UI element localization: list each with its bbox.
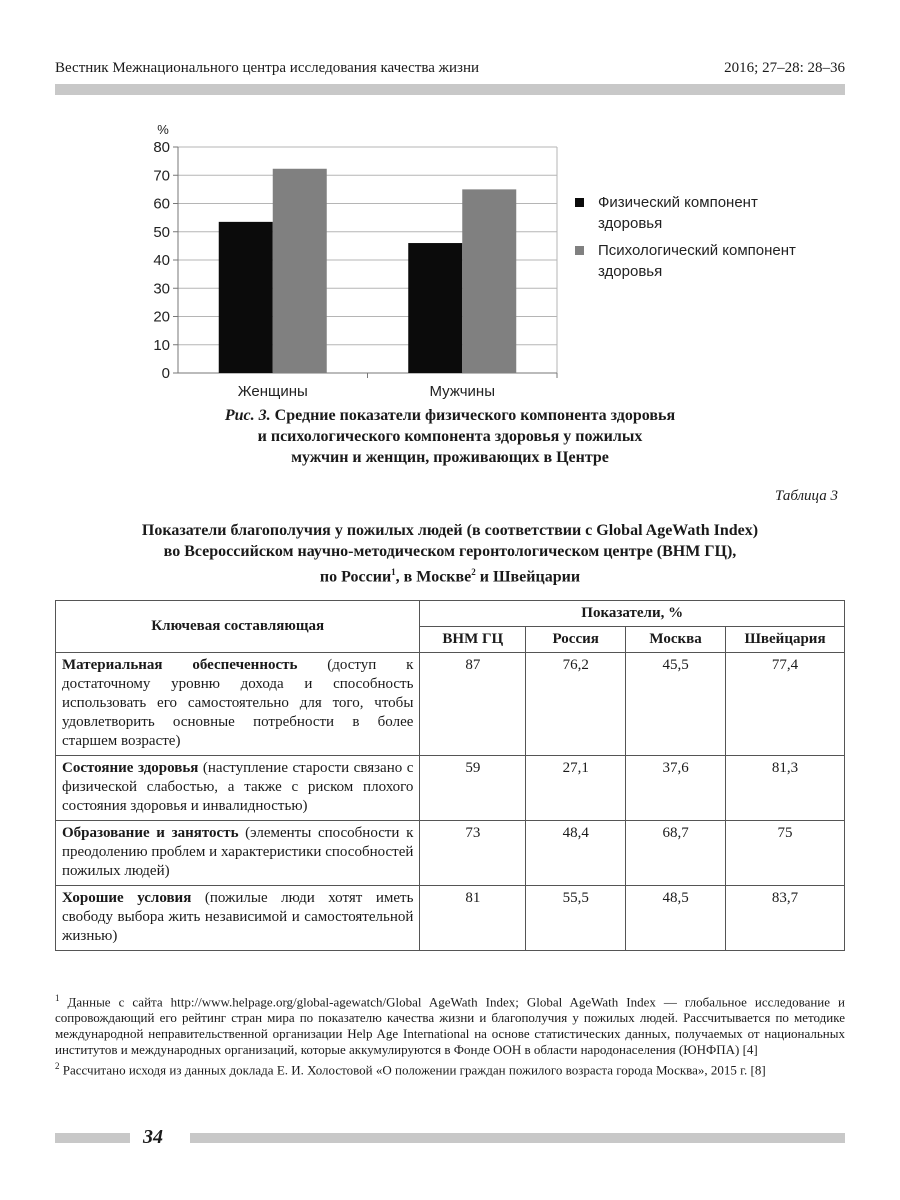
- column-header-russia: Россия: [526, 627, 626, 653]
- issue-info: 2016; 27–28: 28–36: [724, 60, 845, 76]
- bar-chart: [0, 110, 900, 400]
- column-header-key: Ключевая составляющая: [56, 601, 420, 653]
- table-title-line2: во Всероссийском научно-методическом геронтологическом центре (ВНМ ГЦ),: [163, 543, 737, 560]
- y-tick-labels: [153, 139, 170, 382]
- bar: [273, 169, 327, 373]
- table-label: Таблица 3: [775, 488, 838, 504]
- table-row: [56, 756, 845, 821]
- y-axis-unit: %: [157, 122, 169, 137]
- column-group-header: Показатели, %: [420, 601, 845, 627]
- y-tick-label: 60: [153, 195, 170, 213]
- cell-russia: 27,1: [526, 756, 626, 821]
- row-detail: (пожилые люди хотят иметь свободу выбора жить независимой и самостоятельной жизнью): [62, 890, 414, 944]
- x-category-label: Мужчины: [429, 383, 495, 400]
- legend-label: Физический компонент: [598, 194, 758, 211]
- chart-legend: [575, 194, 796, 280]
- running-header: [55, 60, 845, 82]
- cell-switzerland: 77,4: [726, 653, 845, 756]
- row-title: Хорошие условия: [62, 890, 192, 906]
- row-description: [56, 886, 420, 951]
- footnote-ref-1: 1: [391, 567, 396, 577]
- legend-label: Психологический компонент: [598, 242, 796, 259]
- journal-title: Вестник Межнационального центра исследования качества жизни: [55, 60, 480, 76]
- caption-line3: мужчин и женщин, проживающих в Центре: [291, 449, 609, 466]
- bar: [219, 222, 273, 373]
- table-title-line1: Показатели благополучия у пожилых людей (в соответствии с Global AgeWath Index): [141, 522, 759, 539]
- y-tick-label: 30: [153, 280, 170, 298]
- footer-rule-left: [55, 1133, 130, 1143]
- cell-moscow: 45,5: [626, 653, 726, 756]
- caption-line2: и психологического компонента здоровья у пожилых: [257, 428, 643, 445]
- x-category-labels: [238, 383, 495, 400]
- caption-lead: Рис. 3.: [224, 407, 271, 424]
- footnote-1: [55, 990, 845, 1058]
- footnote-text: Рассчитано исходя из данных доклада Е. И. Холостовой «О положении граждан пожилого возраста города Москва», 2015 г. [8]: [59, 1062, 766, 1078]
- cell-vnm: 81: [420, 886, 526, 951]
- y-tick-label: 20: [153, 308, 170, 326]
- y-tick-label: 80: [153, 139, 170, 156]
- header-rule: [55, 84, 845, 95]
- y-tick-label: 70: [153, 167, 170, 185]
- chart-bars: [219, 169, 517, 373]
- table-row: [56, 821, 845, 886]
- cell-vnm: 59: [420, 756, 526, 821]
- page-number: 34: [143, 1126, 163, 1148]
- y-tick-label: 0: [161, 365, 170, 382]
- footnote-mark: 1: [55, 993, 60, 1003]
- cell-switzerland: 75: [726, 821, 845, 886]
- legend-swatch: [575, 246, 584, 255]
- row-description: [56, 756, 420, 821]
- cell-moscow: 68,7: [626, 821, 726, 886]
- cell-moscow: 37,6: [626, 756, 726, 821]
- cell-vnm: 87: [420, 653, 526, 756]
- legend-label-cont: здоровья: [598, 263, 663, 280]
- y-tick-label: 10: [153, 336, 170, 354]
- cell-vnm: 73: [420, 821, 526, 886]
- row-title: Материальная обеспеченность: [62, 657, 298, 673]
- column-header-moscow: Москва: [626, 627, 726, 653]
- cell-moscow: 48,5: [626, 886, 726, 951]
- footnotes: [55, 990, 845, 1079]
- row-detail: (наступление старости связано с физической слабостью, а также с риском плохого состояния здоровья и инвалидностью): [62, 760, 414, 814]
- title-part-moscow: , в Москве: [395, 568, 472, 586]
- y-tick-label: 40: [153, 252, 170, 269]
- row-title: Состояние здоровья: [62, 760, 199, 776]
- table-title-line3: [70, 562, 830, 587]
- row-description: [56, 653, 420, 756]
- title-part-russia: по России: [319, 568, 392, 586]
- y-tick-label: 50: [153, 223, 170, 241]
- table-row: [56, 653, 845, 756]
- column-header-switzerland: Швейцария: [726, 627, 845, 653]
- figure-caption: [150, 405, 750, 468]
- footer-rule-right: [190, 1133, 845, 1143]
- row-detail: (элементы способности к преодолению проблем и характеристики способностей пожилых людей): [62, 825, 414, 879]
- row-detail: (доступ к достаточному уровню дохода и способность использовать его самостоятельно для того, чтобы удовлетворить основные потребности в более старшем возрасте): [62, 657, 414, 749]
- bar: [408, 243, 462, 373]
- cell-russia: 55,5: [526, 886, 626, 951]
- wellbeing-table: [55, 600, 845, 951]
- row-description: [56, 821, 420, 886]
- row-title: Образование и занятость: [62, 825, 239, 841]
- table-row: [56, 886, 845, 951]
- table-title: [70, 520, 830, 587]
- cell-switzerland: 81,3: [726, 756, 845, 821]
- legend-label-cont: здоровья: [598, 215, 663, 232]
- cell-russia: 48,4: [526, 821, 626, 886]
- caption-line1: Средние показатели физического компонента здоровья: [270, 407, 676, 424]
- x-category-label: Женщины: [237, 383, 308, 400]
- footnote-ref-2: 2: [471, 567, 476, 577]
- column-header-vnm: ВНМ ГЦ: [420, 627, 526, 653]
- footnote-text: Данные с сайта http://www.helpage.org/global-agewatch/Global AgeWath Index; Global AgeWath Index — глобальное исследование и сопровождающий его рейтинг стран мира по показателю качества жизни и благополучия у пожилых людей. Рассчитывается по методике международной неправительственной организации Help Age International на основе статистических данных, получаемых от национальных институтов и международных организаций, которые аккумулируются в Фонде ООН в области народонаселения (ЮНФПА) [4]: [55, 994, 845, 1058]
- footnote-mark: 2: [55, 1061, 60, 1072]
- legend-swatch: [575, 198, 584, 207]
- cell-russia: 76,2: [526, 653, 626, 756]
- bar: [462, 189, 516, 373]
- cell-switzerland: 83,7: [726, 886, 845, 951]
- footnote-2: [55, 1058, 845, 1078]
- title-part-swiss: и Швейцарии: [475, 568, 581, 586]
